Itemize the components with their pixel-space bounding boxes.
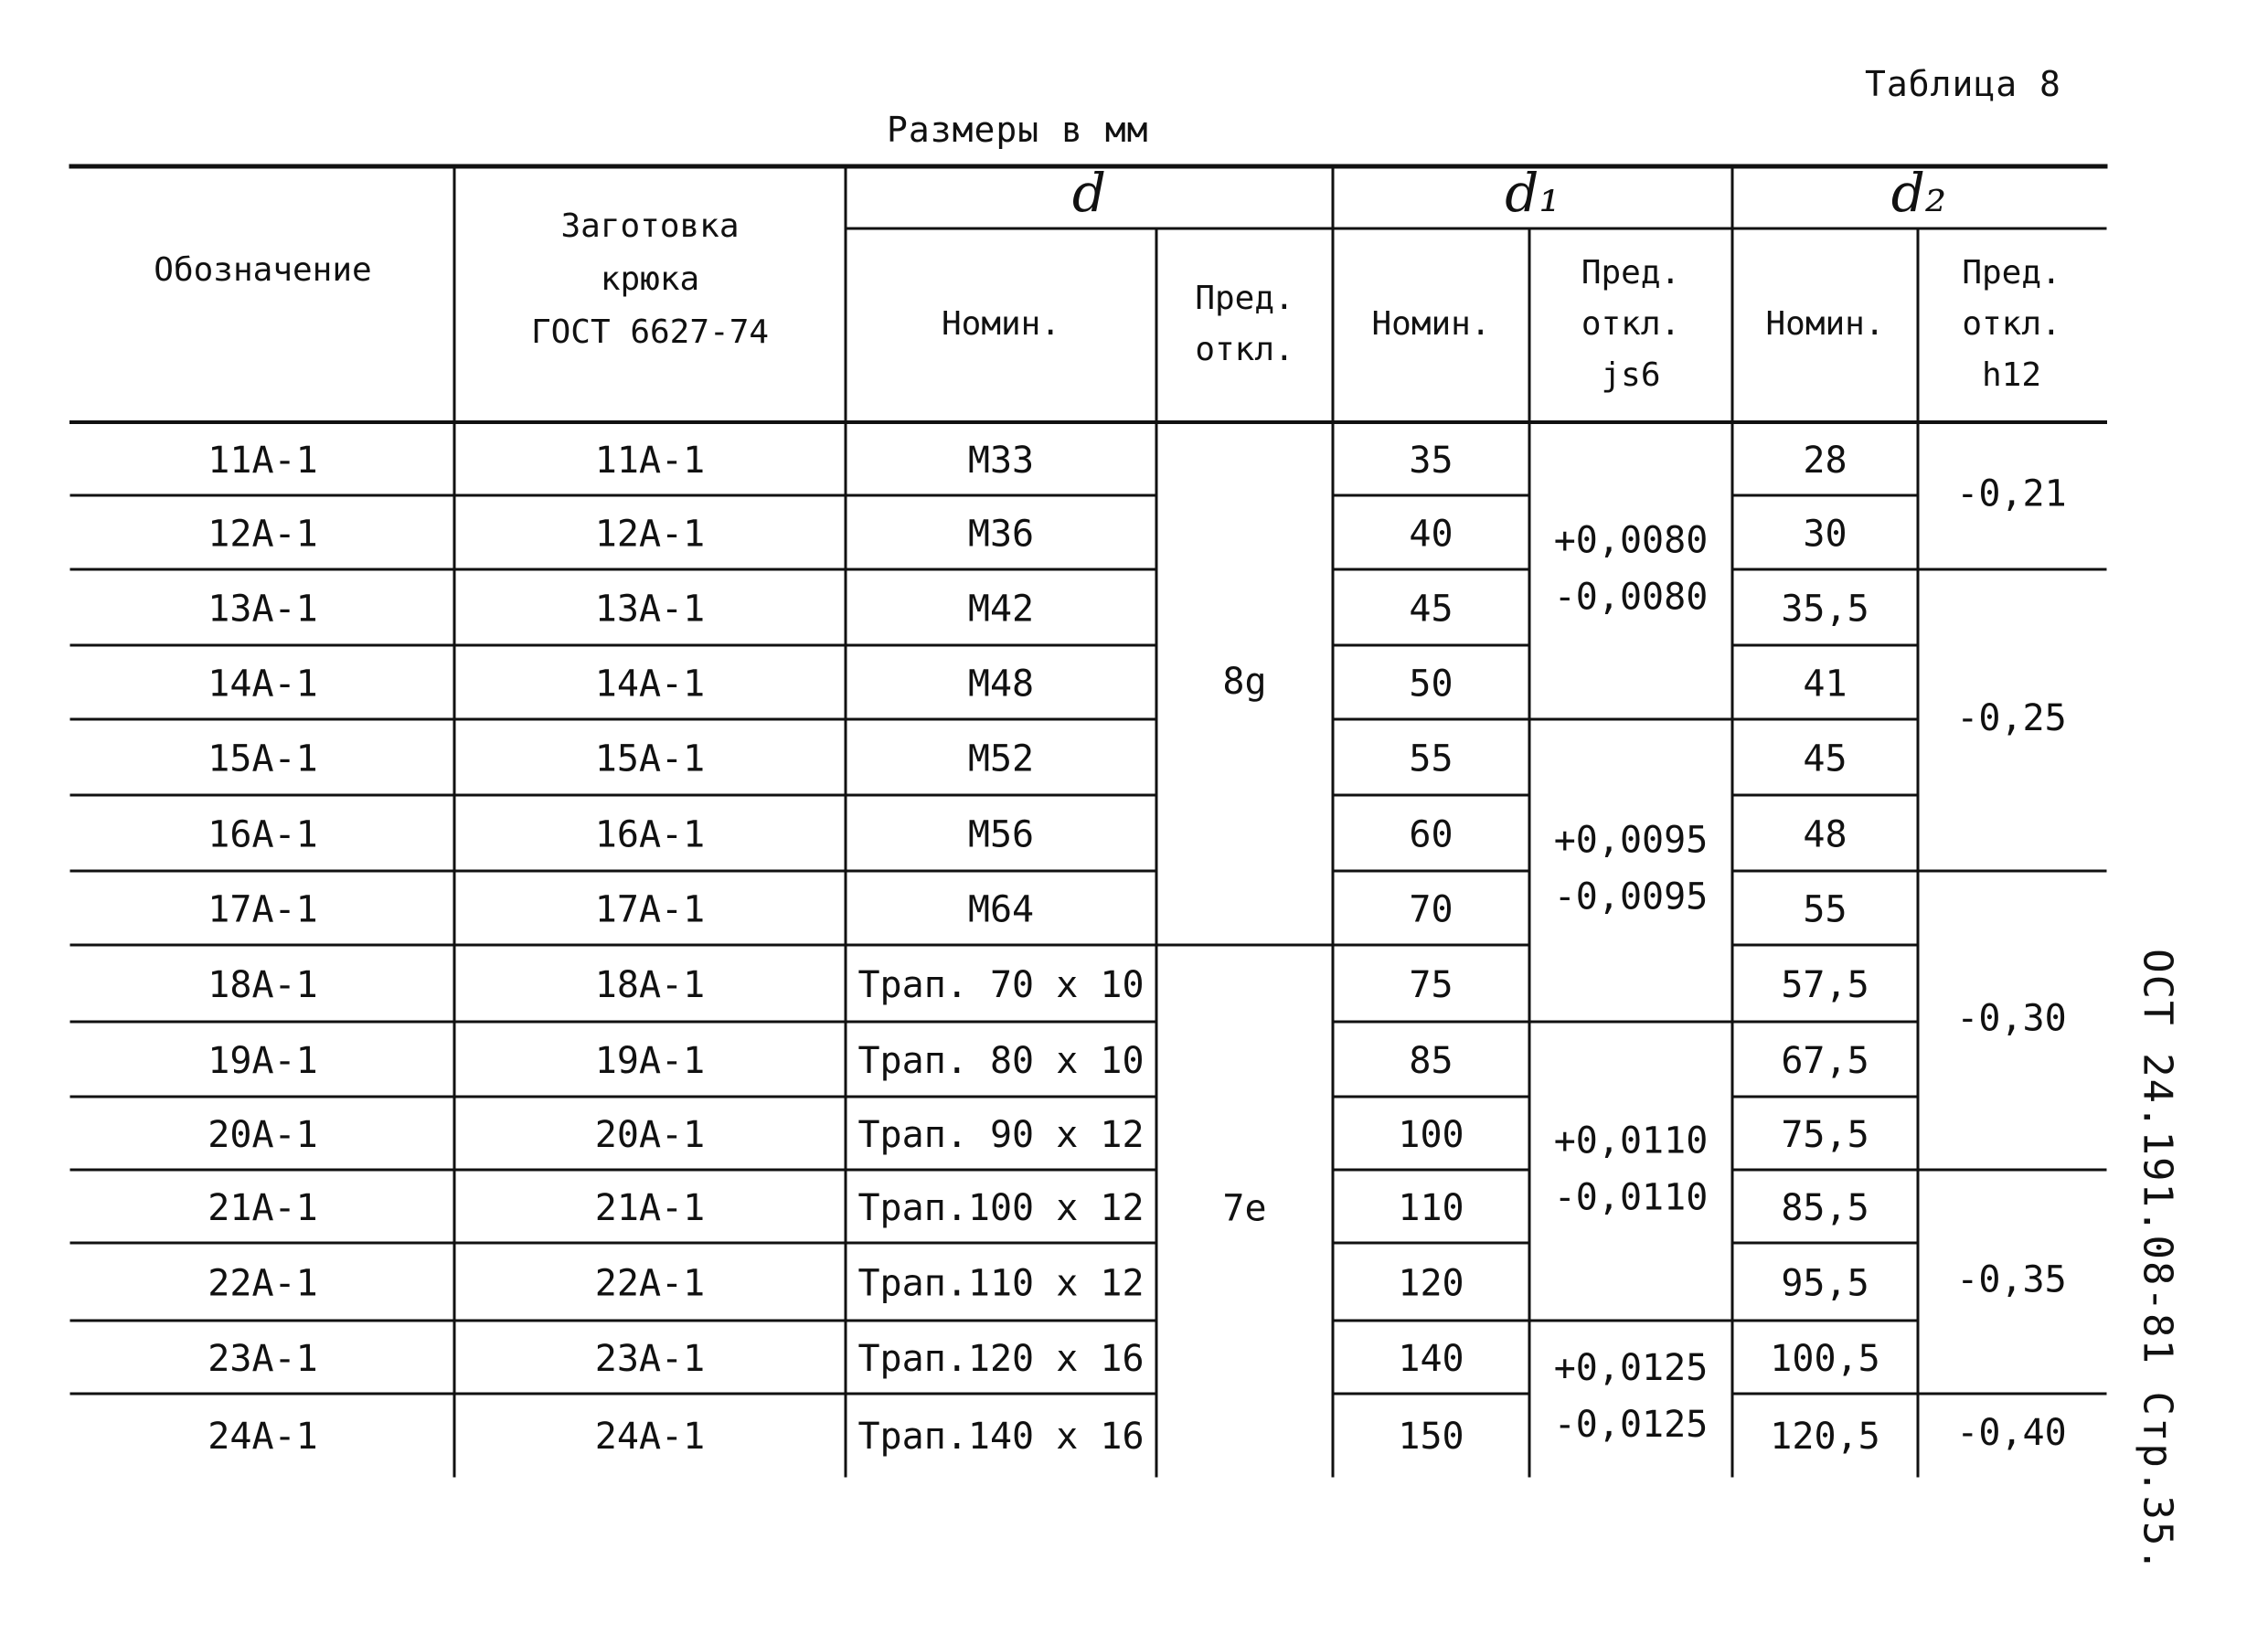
- cell-blank: 13А-1: [594, 588, 706, 631]
- header-d2-nominal: Номин.: [1765, 305, 1885, 343]
- cell-d1-nominal: 70: [1409, 888, 1453, 931]
- cell-d2-nominal: 45: [1803, 738, 1847, 780]
- cell-blank: 23А-1: [594, 1338, 706, 1380]
- cell-d1-nominal: 50: [1409, 663, 1453, 706]
- cell-d1-nominal: 55: [1409, 738, 1453, 780]
- cell-d2-nominal: 120,5: [1770, 1416, 1880, 1458]
- cell-designation: 17А-1: [208, 888, 318, 931]
- cell-d2-nominal: 30: [1803, 513, 1847, 556]
- cell-d1-nominal: 35: [1409, 440, 1453, 482]
- header-d2-symbol: d₂: [1890, 162, 1947, 225]
- cell-d2-tolerance-group: -0,25: [1956, 697, 2067, 739]
- cell-d1-nominal: 45: [1409, 588, 1453, 631]
- cell-blank: 24А-1: [594, 1416, 706, 1458]
- cell-d1-tolerance-group: +0,0110: [1553, 1120, 1709, 1162]
- cell-blank: 18А-1: [594, 964, 706, 1006]
- cell-designation: 18А-1: [208, 964, 318, 1006]
- table-number-label: Таблица 8: [1865, 64, 2061, 104]
- cell-d1-tolerance-group: -0,0080: [1553, 576, 1709, 619]
- cell-d1-nominal: 150: [1398, 1416, 1464, 1458]
- cell-d-nominal: М48: [967, 663, 1035, 706]
- cell-d1-tolerance-group: -0,0125: [1553, 1404, 1709, 1446]
- cell-d2-nominal: 85,5: [1781, 1187, 1869, 1229]
- cell-d2-nominal: 67,5: [1781, 1040, 1869, 1082]
- cell-blank: 19А-1: [594, 1040, 706, 1082]
- header-blank: Заготовка: [560, 207, 740, 245]
- cell-designation: 15А-1: [208, 738, 318, 780]
- header-d-symbol: d: [1071, 162, 1107, 225]
- cell-d1-nominal: 75: [1409, 964, 1453, 1006]
- cell-d-nominal: М36: [967, 513, 1035, 556]
- units-label: Размеры в мм: [887, 110, 1149, 150]
- cell-d1-nominal: 85: [1409, 1040, 1453, 1082]
- cell-d2-tolerance-group: -0,21: [1956, 472, 2067, 515]
- cell-d2-nominal: 35,5: [1781, 588, 1869, 631]
- header-d1-symbol: d₁: [1505, 162, 1560, 225]
- cell-blank: 11А-1: [594, 440, 706, 482]
- cell-d1-nominal: 60: [1409, 813, 1453, 856]
- cell-d2-nominal: 95,5: [1781, 1262, 1869, 1305]
- cell-d-nominal: Трап. 90 х 12: [857, 1114, 1145, 1156]
- cell-d2-nominal: 57,5: [1781, 964, 1869, 1006]
- cell-d1-tolerance-group: +0,0125: [1553, 1347, 1709, 1389]
- cell-designation: 21А-1: [208, 1187, 318, 1229]
- cell-d-nominal: М42: [967, 588, 1035, 631]
- cell-d2-tolerance-group: -0,40: [1956, 1412, 2067, 1454]
- cell-d-nominal: Трап.140 х 16: [857, 1416, 1145, 1458]
- cell-blank: 20А-1: [594, 1114, 706, 1156]
- cell-d1-nominal: 40: [1409, 513, 1453, 556]
- cell-d2-nominal: 75,5: [1781, 1114, 1869, 1156]
- cell-blank: 22А-1: [594, 1262, 706, 1305]
- cell-designation: 11А-1: [208, 440, 318, 482]
- cell-designation: 20А-1: [208, 1114, 318, 1156]
- header-blank: крюка: [600, 260, 700, 298]
- cell-d-nominal: Трап.120 х 16: [857, 1338, 1145, 1380]
- cell-d1-tolerance-group: -0,0110: [1553, 1176, 1709, 1219]
- cell-blank: 17А-1: [594, 888, 706, 931]
- cell-d1-nominal: 110: [1398, 1187, 1464, 1229]
- cell-d2-nominal: 28: [1803, 440, 1847, 482]
- cell-designation: 16А-1: [208, 813, 318, 856]
- cell-d-tolerance-group: 7e: [1222, 1187, 1267, 1230]
- cell-d-nominal: Трап.110 х 12: [857, 1262, 1145, 1305]
- header-d-tolerance: Пред.: [1195, 280, 1294, 317]
- cell-blank: 16А-1: [594, 813, 706, 856]
- cell-d-nominal: М33: [967, 440, 1035, 482]
- cell-d-nominal: М52: [967, 738, 1035, 780]
- cell-d2-nominal: 41: [1803, 663, 1847, 706]
- cell-d2-tolerance-group: -0,35: [1956, 1258, 2067, 1301]
- header-d-tolerance: откл.: [1195, 331, 1294, 368]
- header-d1-tolerance: Пред.: [1581, 254, 1681, 292]
- cell-blank: 14А-1: [594, 663, 706, 706]
- header-d-nominal: Номин.: [941, 305, 1061, 343]
- cell-d1-tolerance-group: +0,0095: [1553, 819, 1709, 862]
- cell-d-tolerance-group: 8g: [1222, 661, 1267, 703]
- header-d2-tolerance: Пред.: [1962, 254, 2061, 292]
- document-code-margin: ОСТ 24.191.08-81 Стр.35.: [2134, 949, 2181, 1574]
- header-d1-tolerance: js6: [1601, 356, 1661, 394]
- cell-designation: 13А-1: [208, 588, 318, 631]
- cell-blank: 15А-1: [594, 738, 706, 780]
- header-d2-tolerance: h12: [1981, 356, 2042, 394]
- cell-designation: 14А-1: [208, 663, 318, 706]
- cell-d-nominal: Трап.100 х 12: [857, 1187, 1145, 1229]
- cell-d2-tolerance-group: -0,30: [1956, 997, 2067, 1040]
- header-blank: ГОСТ 6627-74: [530, 313, 770, 351]
- cell-d-nominal: М64: [967, 888, 1035, 931]
- cell-d1-nominal: 140: [1398, 1338, 1464, 1380]
- cell-d2-nominal: 100,5: [1770, 1338, 1880, 1380]
- cell-d-nominal: Трап. 70 х 10: [857, 964, 1145, 1006]
- header-d1-tolerance: откл.: [1581, 305, 1681, 343]
- cell-blank: 12А-1: [594, 513, 706, 556]
- cell-designation: 22А-1: [208, 1262, 318, 1305]
- cell-d1-nominal: 100: [1398, 1114, 1464, 1156]
- cell-d-nominal: М56: [967, 813, 1035, 856]
- cell-d1-nominal: 120: [1398, 1262, 1464, 1305]
- cell-designation: 24А-1: [208, 1416, 318, 1458]
- cell-d1-tolerance-group: -0,0095: [1553, 876, 1709, 918]
- header-d2-tolerance: откл.: [1962, 305, 2061, 343]
- cell-d2-nominal: 48: [1803, 813, 1847, 856]
- cell-designation: 19А-1: [208, 1040, 318, 1082]
- cell-d-nominal: Трап. 80 х 10: [857, 1040, 1145, 1082]
- header-designation: Обозначение: [154, 251, 372, 289]
- cell-blank: 21А-1: [594, 1187, 706, 1229]
- cell-d1-tolerance-group: +0,0080: [1553, 519, 1709, 562]
- header-d1-nominal: Номин.: [1371, 305, 1491, 343]
- cell-d2-nominal: 55: [1803, 888, 1847, 931]
- cell-designation: 12А-1: [208, 513, 318, 556]
- cell-designation: 23А-1: [208, 1338, 318, 1380]
